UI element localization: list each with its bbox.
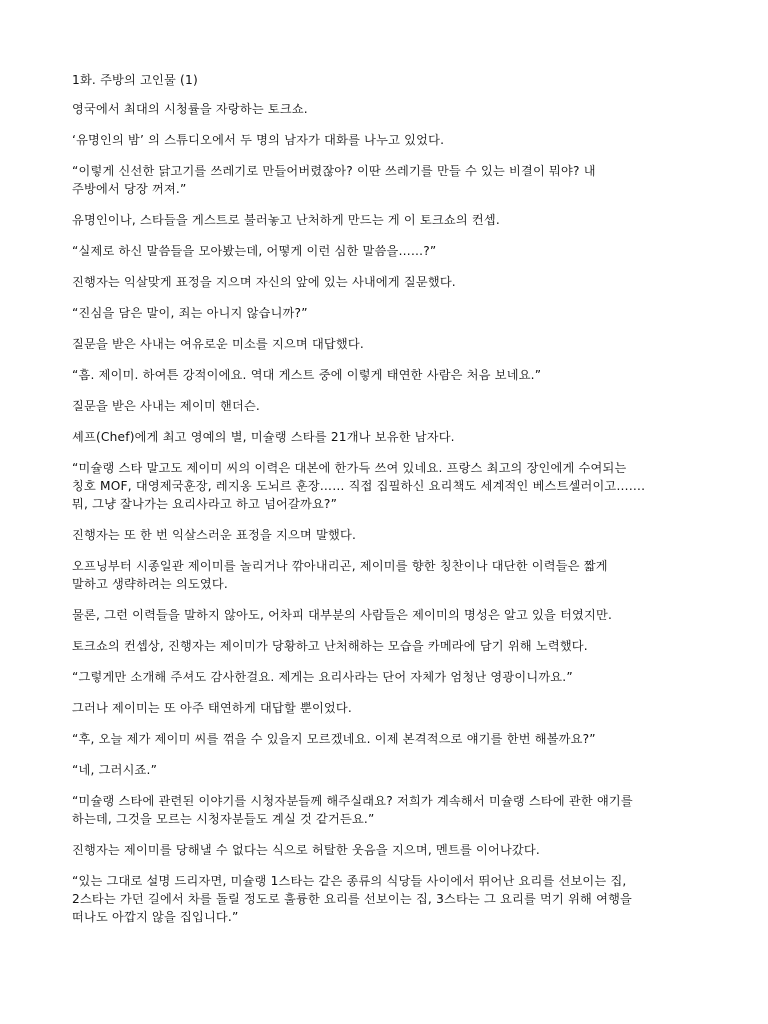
paragraph: 질문을 받은 사내는 제이미 핸더슨.	[72, 399, 260, 413]
paragraph: 진행자는 제이미를 당해낼 수 없다는 식으로 허탈한 웃음을 지으며, 멘트를 이어나갔다.	[72, 843, 540, 857]
paragraph: 셰프(Chef)에게 최고 영예의 별, 미슐랭 스타를 21개나 보유한 남자다.	[72, 430, 455, 444]
paragraph: 유명인이나, 스타들을 게스트로 불러놓고 난처하게 만드는 게 이 토크쇼의 컨셉.	[72, 213, 500, 227]
paragraph: “미슐랭 스타에 관련된 이야기를 시청자분들께 해주실래요? 저희가 계속해서 미슐랭 스타에 관한 얘기를 하는데, 그것을 모르는 시청자분들도 계실 것 같거든요.”	[72, 794, 633, 826]
paragraph: “진심을 담은 말이, 죄는 아니지 않습니까?”	[72, 306, 308, 320]
paragraph: 그러나 제이미는 또 아주 태연하게 대답할 뿐이었다.	[72, 701, 352, 715]
paragraph: 질문을 받은 사내는 여유로운 미소를 지으며 대답했다.	[72, 337, 364, 351]
paragraph: 영국에서 최대의 시청률을 자랑하는 토크쇼.	[72, 102, 308, 116]
paragraph: ‘유명인의 밤’ 의 스튜디오에서 두 명의 남자가 대화를 나누고 있었다.	[72, 133, 445, 147]
paragraph: “실제로 하신 말씀들을 모아봤는데, 어떻게 이런 심한 말씀을……?”	[72, 244, 437, 258]
paragraph: “있는 그대로 설명 드리자면, 미슐랭 1스타는 같은 종류의 식당들 사이에서 뛰어난 요리를 선보이는 집, 2스타는 가던 길에서 차를 돌릴 정도로 훌륭한 요리를 선보이는 집, 3스타는 그 요리를 먹기 위해 여행을 떠나도 아깝지 않을 집입니다.”	[72, 874, 633, 924]
paragraph: “흠. 제이미. 하여튼 강적이에요. 역대 게스트 중에 이렇게 태연한 사람은 처음 보네요.”	[72, 368, 542, 382]
document-page	[72, 71, 712, 939]
paragraph: “후, 오늘 제가 제이미 씨를 꺾을 수 있을지 모르겠네요. 이제 본격적으로 얘기를 한번 해볼까요?”	[72, 732, 596, 746]
paragraph: “미슐랭 스타 말고도 제이미 씨의 이력은 대본에 한가득 쓰여 있네요. 프랑스 최고의 장인에게 수여되는 칭호 MOF, 대영제국훈장, 레지옹 도뇌르 훈장…… 직접 집필하신 요리책도 세계적인 베스트셀러이고……. 뭐, 그냥 잘나가는 요리사라고 하고 넘어갈까요?”	[72, 461, 646, 511]
paragraph: 오프닝부터 시종일관 제이미를 놀리거나 깎아내리곤, 제이미를 향한 칭찬이나 대단한 이력들은 짧게 말하고 생략하려는 의도였다.	[72, 559, 608, 591]
paragraph: 물론, 그런 이력들을 말하지 않아도, 어차피 대부분의 사람들은 제이미의 명성은 알고 있을 터였지만.	[72, 608, 613, 622]
paragraph: 진행자는 또 한 번 익살스러운 표정을 지으며 말했다.	[72, 528, 357, 542]
paragraph: “네, 그러시죠.”	[72, 763, 158, 777]
chapter-title: 1화. 주방의 고인물 (1)	[72, 73, 198, 87]
paragraph: “이렇게 신선한 닭고기를 쓰레기로 만들어버렸잖아? 이딴 쓰레기를 만들 수 있는 비결이 뭐야? 내 주방에서 당장 꺼져.”	[72, 164, 596, 196]
paragraph: “그렇게만 소개해 주셔도 감사한걸요. 제게는 요리사라는 단어 자체가 엄청난 영광이니까요.”	[72, 670, 573, 684]
paragraph: 진행자는 익살맞게 표정을 지으며 자신의 앞에 있는 사내에게 질문했다.	[72, 275, 456, 289]
paragraph: 토크쇼의 컨셉상, 진행자는 제이미가 당황하고 난처해하는 모습을 카메라에 담기 위해 노력했다.	[72, 639, 588, 653]
